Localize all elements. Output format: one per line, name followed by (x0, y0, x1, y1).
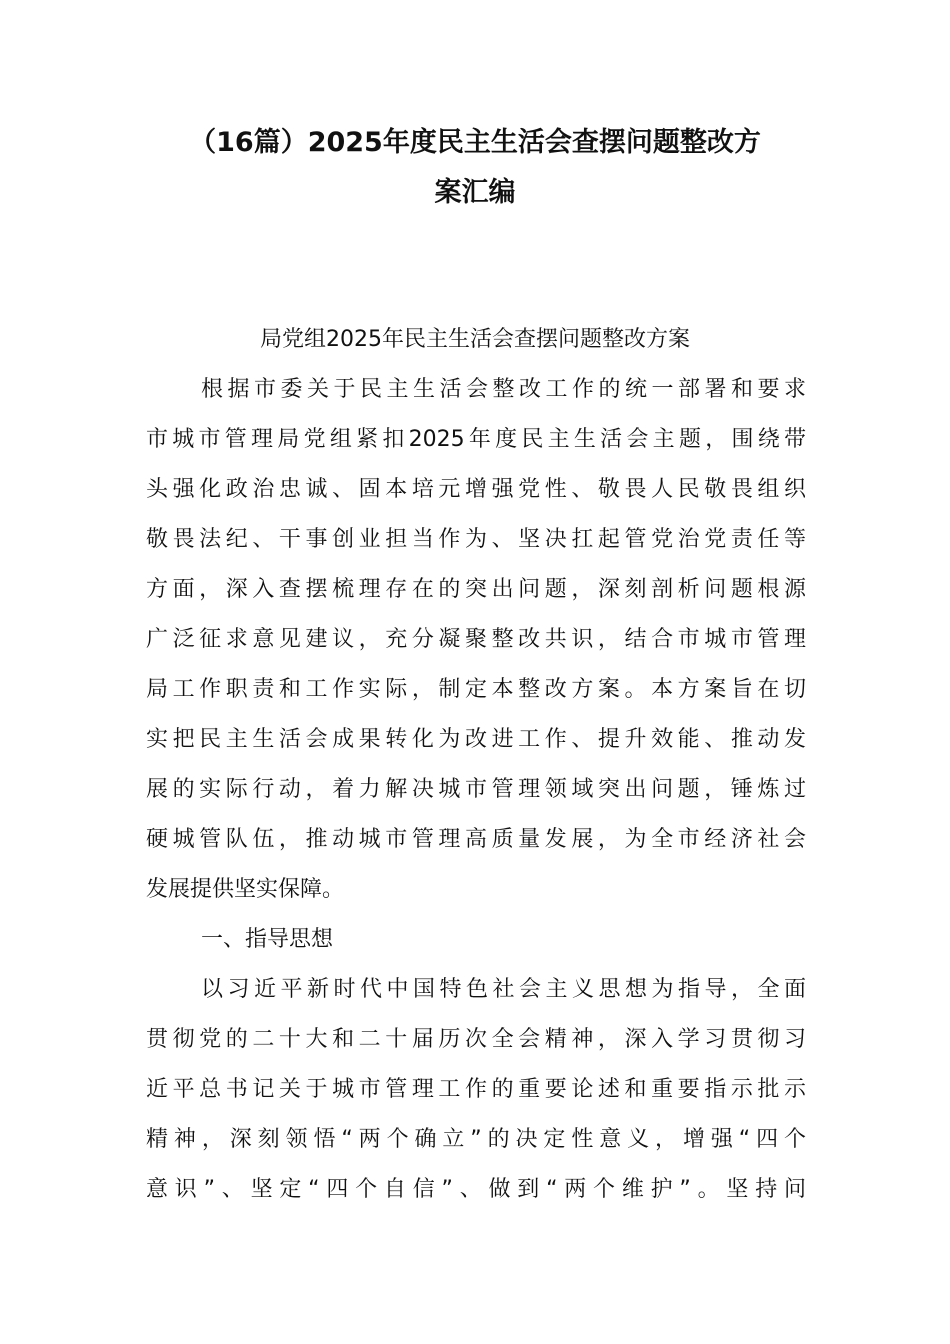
document-title-line-2: 案汇编 (434, 177, 516, 208)
paragraph-line: 意识”、坚定“四个自信”、做到“两个维护”。坚持问 (146, 1177, 806, 1202)
paragraph-line: 近平总书记关于城市管理工作的重要论述和重要指示批示 (146, 1077, 806, 1102)
paragraph-line: 敬畏法纪、干事创业担当作为、坚决扛起管党治党责任等 (146, 527, 806, 552)
paragraph-line: 根据市委关于民主生活会整改工作的统一部署和要求 (201, 377, 806, 402)
section-subtitle: 局党组2025年民主生活会查摆问题整改方案 (260, 327, 690, 352)
paragraph-line: 发展提供坚实保障。 (146, 877, 345, 902)
paragraph-line: 广泛征求意见建议，充分凝聚整改共识，结合市城市管理 (146, 627, 806, 652)
document-title-line-1: （16篇）2025年度民主生活会查摆问题整改方 (189, 127, 761, 158)
paragraph-line: 以习近平新时代中国特色社会主义思想为指导，全面 (201, 977, 806, 1002)
paragraph-line: 方面，深入查摆梳理存在的突出问题，深刻剖析问题根源 (146, 577, 806, 602)
paragraph-line: 市城市管理局党组紧扣2025年度民主生活会主题，围绕带 (146, 427, 806, 452)
document-body (146, 365, 806, 1215)
paragraph-line: 硬城管队伍，推动城市管理高质量发展，为全市经济社会 (146, 827, 806, 852)
paragraph-line: 局工作职责和工作实际，制定本整改方案。本方案旨在切 (146, 677, 806, 702)
paragraph-line: 贯彻党的二十大和二十届历次全会精神，深入学习贯彻习 (146, 1027, 806, 1052)
paragraph-line: 精神，深刻领悟“两个确立”的决定性意义，增强“四个 (146, 1127, 806, 1152)
paragraph-line: 实把民主生活会成果转化为改进工作、提升效能、推动发 (146, 727, 806, 752)
paragraph-line: 头强化政治忠诚、固本培元增强党性、敬畏人民敬畏组织 (146, 477, 806, 502)
paragraph-line: 展的实际行动，着力解决城市管理领域突出问题，锤炼过 (146, 777, 806, 802)
section-heading: 一、指导思想 (201, 927, 334, 952)
